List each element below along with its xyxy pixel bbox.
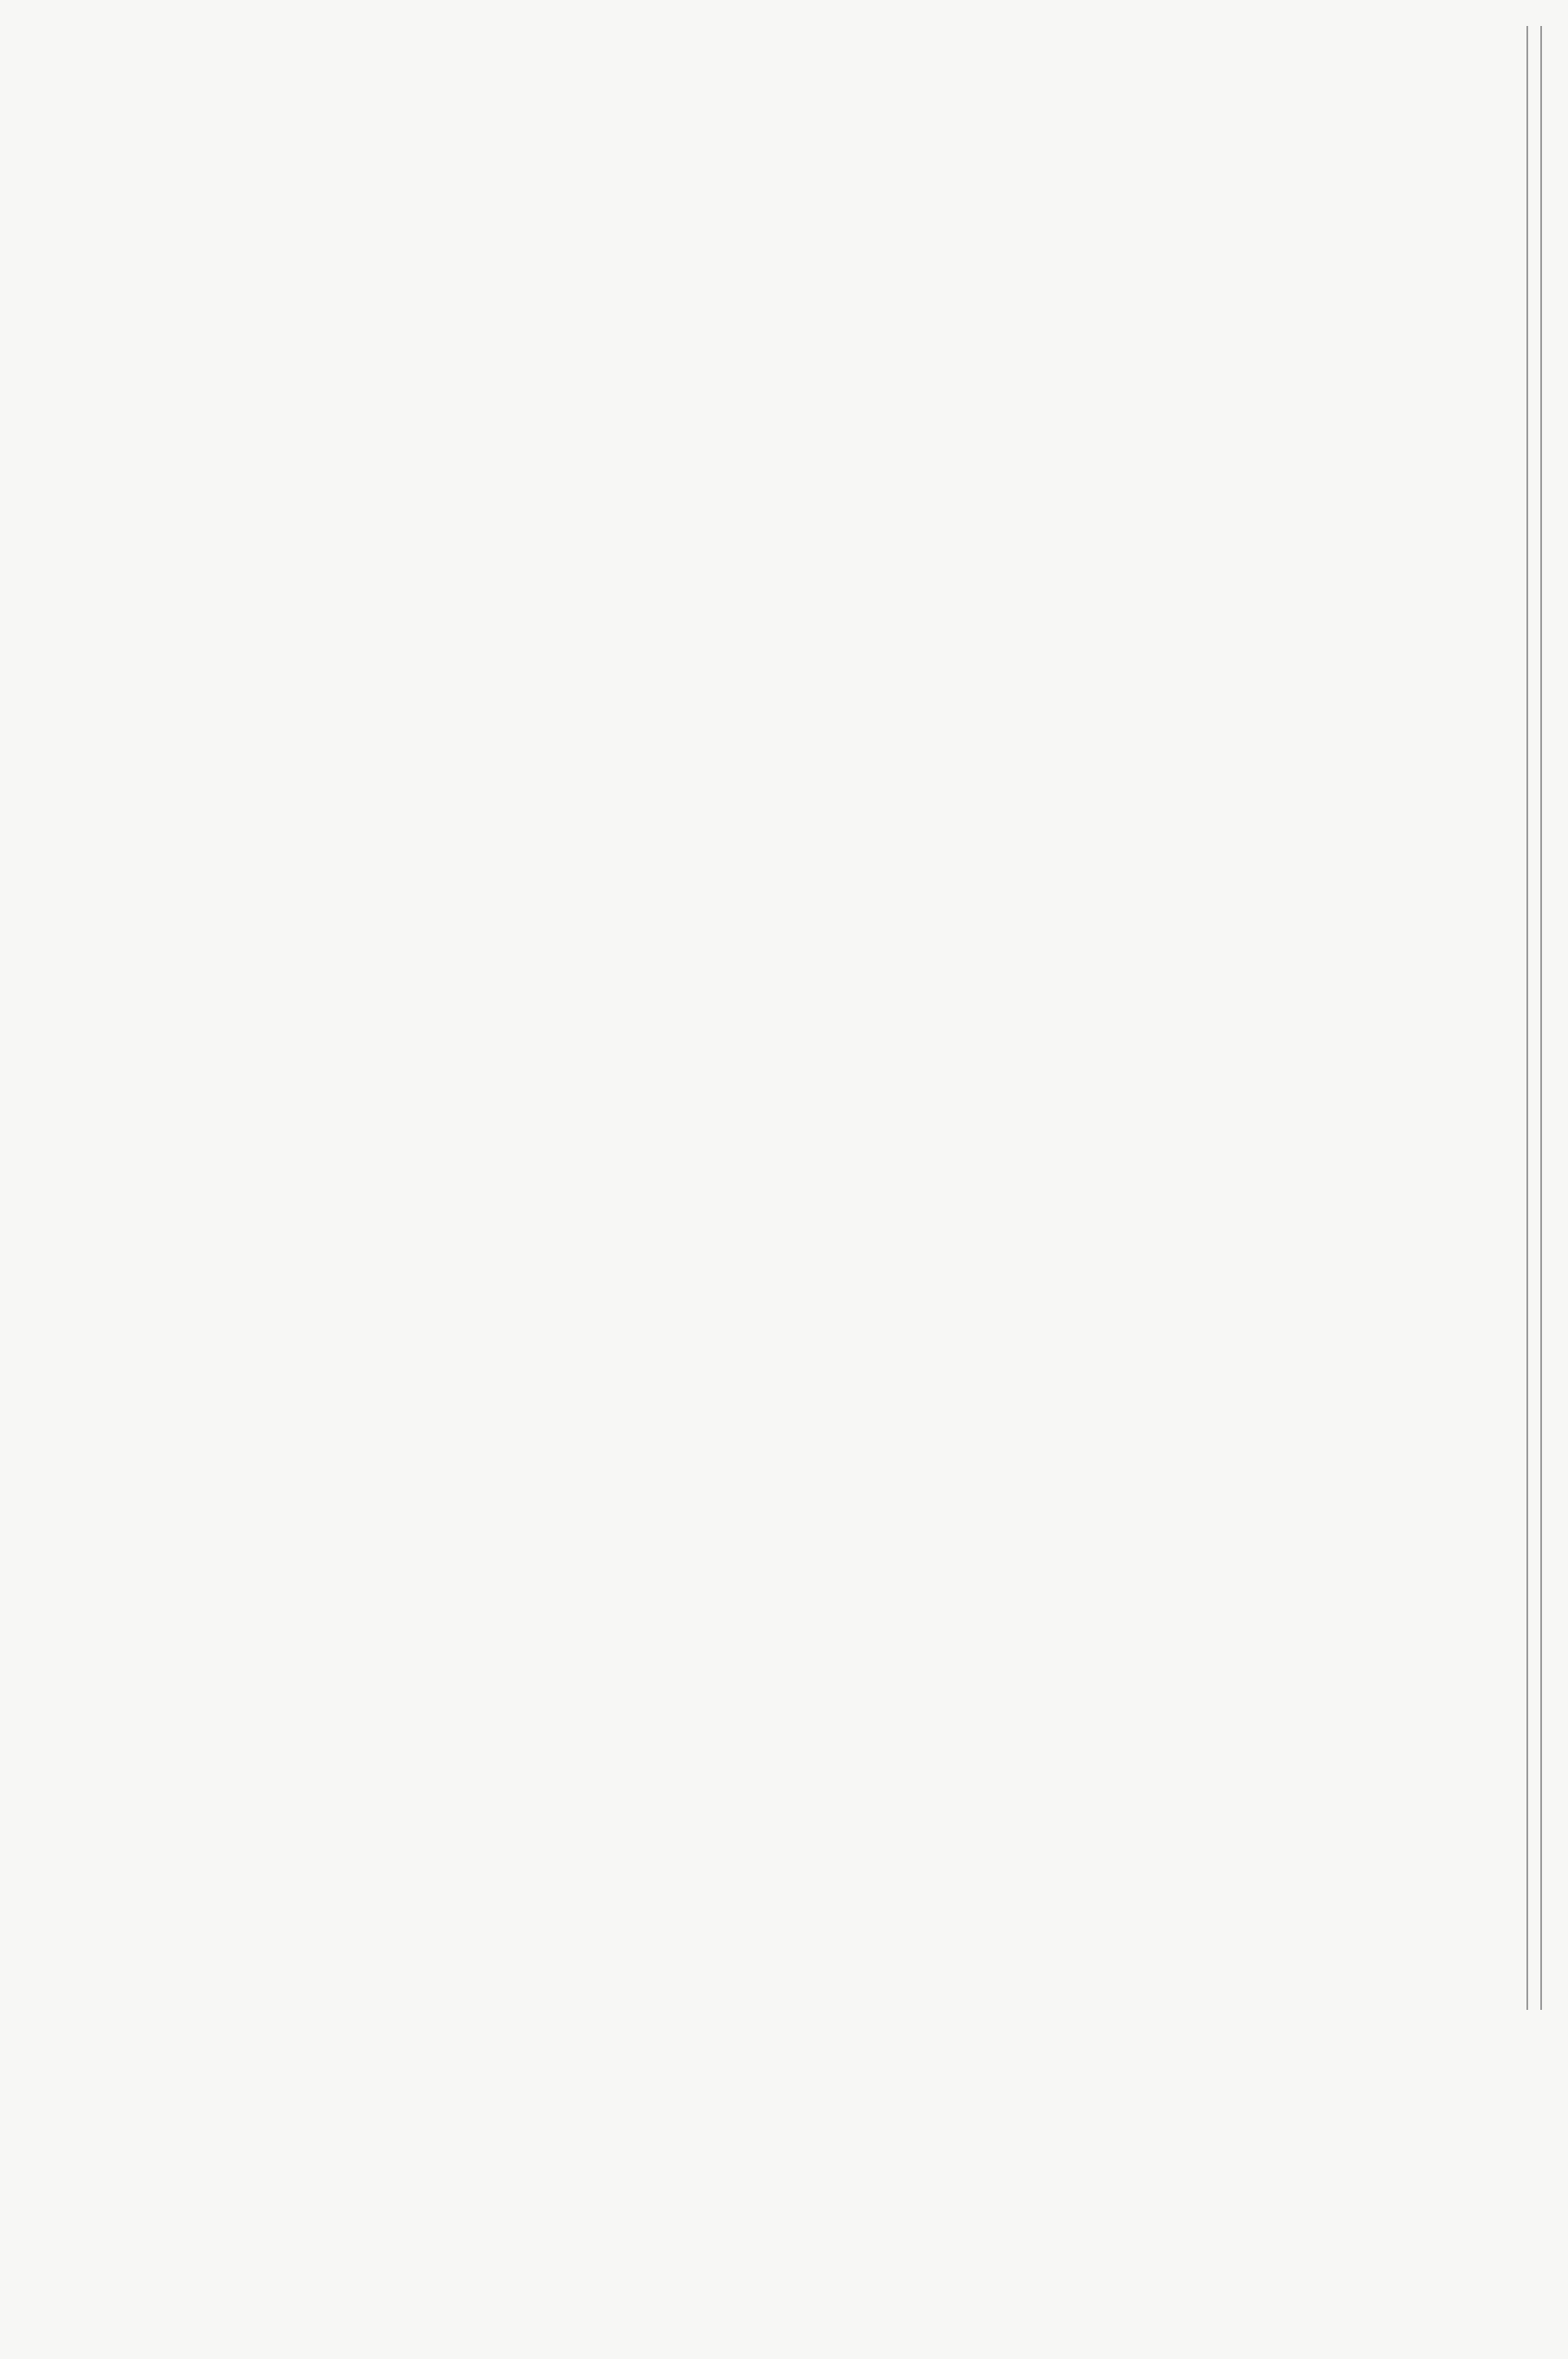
page-edge-line bbox=[1540, 26, 1542, 2010]
page-edge-line bbox=[1526, 26, 1528, 2010]
